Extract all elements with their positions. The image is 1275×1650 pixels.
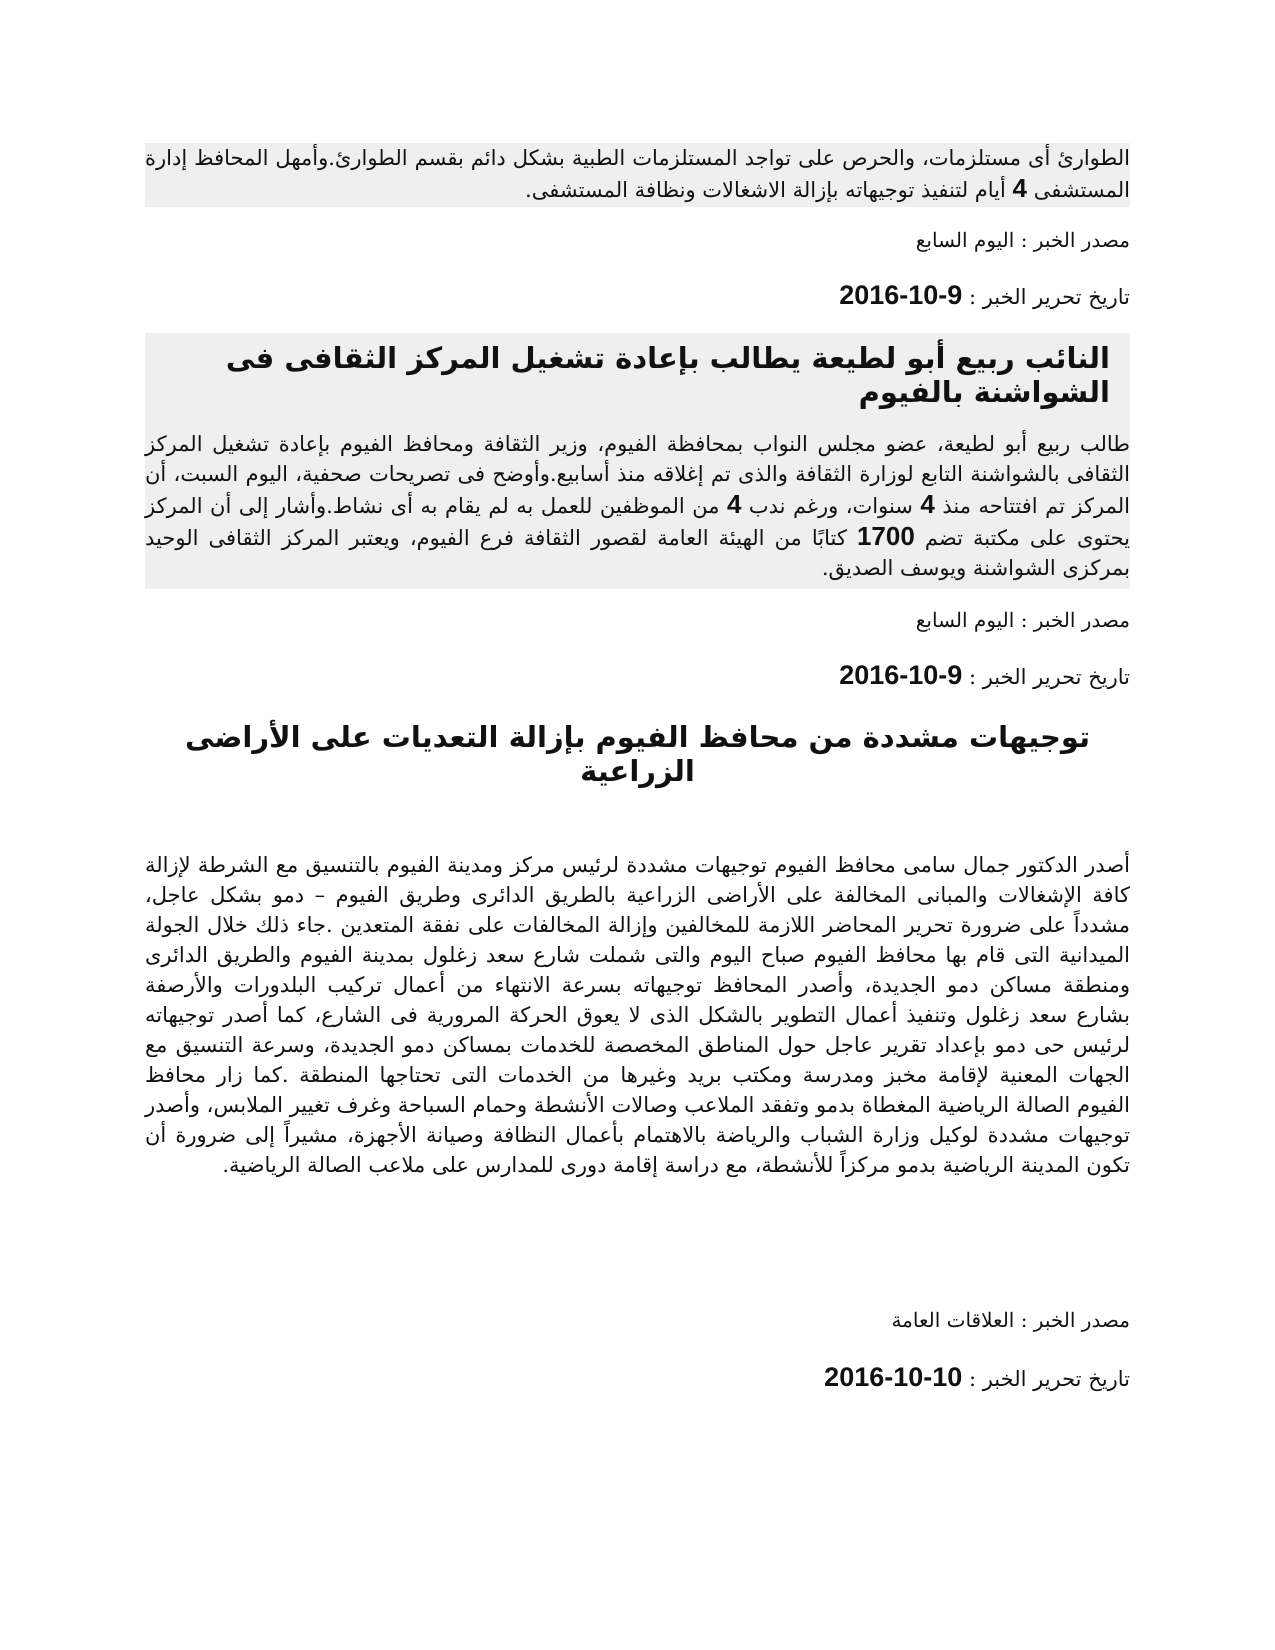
article-two-body (145, 423, 1130, 589)
article-two-headline-box (145, 333, 1130, 423)
article-two-body-d: كتابًا من الهيئة العامة لقصور الثقافة فرع الفيوم، ويعتبر المركز الثقافى الوحيد بمركزى الشواشنة ويوسف الصديق. (145, 526, 1130, 580)
article-three-date (145, 1362, 1130, 1393)
article-top-date-label: تاريخ تحرير الخبر : (962, 285, 1130, 309)
article-three-date-value: 2016-10-10 (824, 1362, 963, 1392)
article-two-date-value: 2016-10-9 (839, 660, 963, 690)
article-two-body-a: طالب ربيع أبو لطيعة، عضو مجلس النواب بمحافظة الفيوم، وزير الثقافة ومحافظ الفيوم بإعادة تشغيل المركز الثقافى بالشواشنة التابع لوزارة الثقافة والذى تم إغلاقه منذ أسابيع.وأوضح فى تصريحات صحفية، اليوم السبت، أن المركز تم افتتاحه منذ (145, 432, 1130, 518)
article-top-body-number: 4 (1012, 173, 1028, 203)
article-top-body-part2: أيام لتنفيذ توجيهاته بإزالة الاشغالات ونظافة المستشفى. (525, 178, 1013, 202)
article-two-number-a: 4 (920, 489, 935, 519)
article-top-body (145, 143, 1130, 207)
article-two-number-c: 1700 (856, 521, 915, 551)
article-three-source: مصدر الخبر : العلاقات العامة (891, 1308, 1130, 1332)
article-two-source: مصدر الخبر : اليوم السابع (915, 608, 1130, 632)
article-two-date (145, 660, 1130, 691)
article-two-date-label: تاريخ تحرير الخبر : (962, 665, 1130, 689)
article-two-number-b: 4 (726, 489, 742, 519)
article-three-headline: توجيهات مشددة من محافظ الفيوم بإزالة التعديات على الأراضى الزراعية (185, 720, 1090, 788)
article-top-date-value: 2016-10-9 (839, 280, 963, 310)
article-two-body-b: سنوات، ورغم ندب (741, 494, 921, 518)
article-two-body-c: من الموظفين للعمل به لم يقام به أى نشاط.وأشار إلى أن المركز يحتوى على مكتبة تضم (145, 494, 1130, 550)
article-two-headline: النائب ربيع أبو لطيعة يطالب بإعادة تشغيل المركز الثقافى فى الشواشنة بالفيوم (225, 341, 1110, 409)
article-top-source: مصدر الخبر : اليوم السابع (915, 228, 1130, 252)
article-three-date-label: تاريخ تحرير الخبر : (962, 1367, 1130, 1391)
article-top-body-part1: الطوارئ أى مستلزمات، والحرص على تواجد المستلزمات الطبية بشكل دائم بقسم الطوارئ.وأمهل المحافظ إدارة المستشفى (145, 146, 1130, 202)
article-top-date (145, 280, 1130, 311)
article-three-body: أصدر الدكتور جمال سامى محافظ الفيوم توجيهات مشددة لرئيس مركز ومدينة الفيوم بالتنسيق مع الشرطة لإزالة كافة الإشغالات والمبانى المخالفة على الأراضى الزراعية بالطريق الدائرى وطريق الفيوم – دمو بشكل عاجل، مشدداً على ضرورة تحرير المحاضر اللازمة للمخالفين وإزالة المخالفات على نفقة المتعدين .جاء ذلك خلال الجولة الميدانية التى قام بها محافظ الفيوم صباح اليوم والتى شملت شارع سعد زغلول بمدينة الفيوم والطريق الدائرى ومنطقة مساكن دمو الجديدة، وأصدر المحافظ توجيهاته بسرعة الانتهاء من أعمال تركيب البلدورات والأرصفة بشارع سعد زغلول وتنفيذ أعمال التطوير بالشكل الذى لا يعوق الحركة المرورية فى الشارع، كما أصدر توجيهاته لرئيس حى دمو بإعداد تقرير عاجل حول المناطق المخصصة للخدمات بمساكن دمو الجديدة، وسرعة التنسيق مع الجهات المعنية لإقامة مخبز ومدرسة ومكتب بريد وغيرها من الخدمات التى تحتاجها المنطقة .كما زار محافظ الفيوم الصالة الرياضية المغطاة بدمو وتفقد الملاعب وصالات الأنشطة وحمام السباحة وغرف تغيير الملابس، وأصدر توجيهات مشددة لوكيل وزارة الشباب والرياضة بالاهتمام بأعمال النظافة وصيانة الأجهزة، مشيراً إلى ضرورة أن تكون المدينة الرياضية بدمو مركزاً للأنشطة، مع دراسة إقامة دورى للمدارس على ملاعب الصالة الرياضية. (145, 853, 1130, 1177)
